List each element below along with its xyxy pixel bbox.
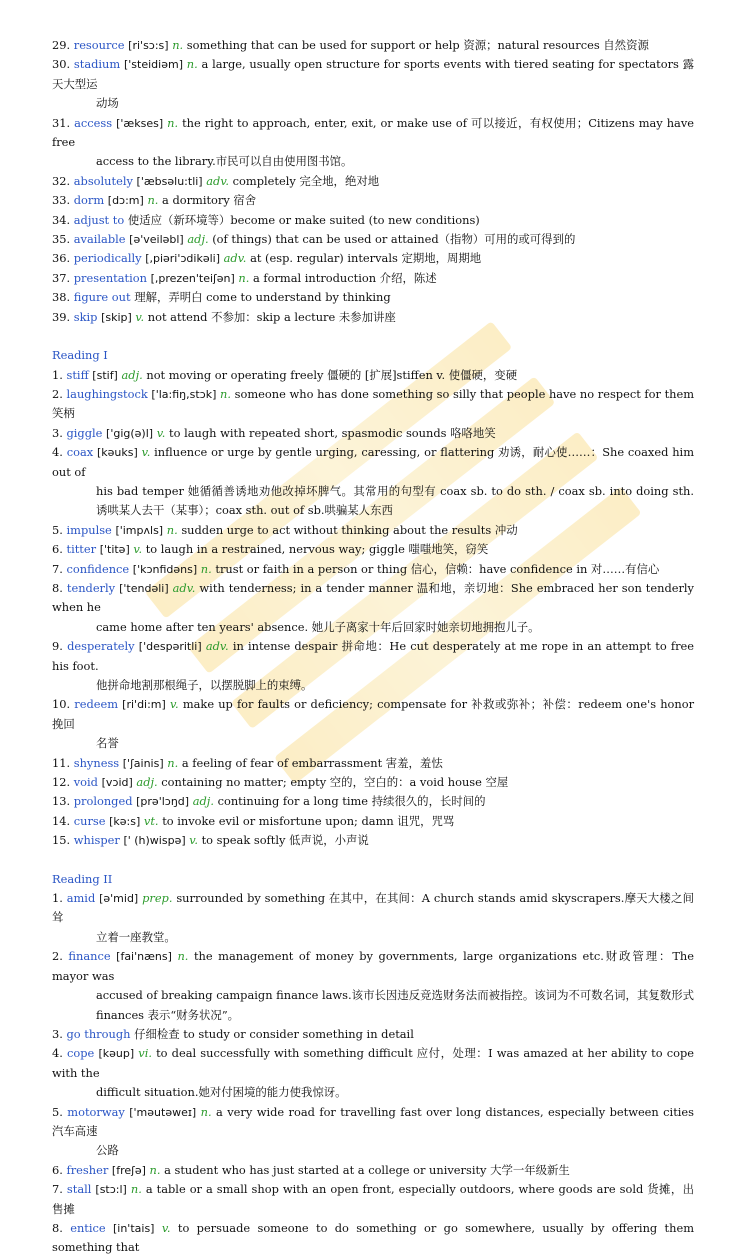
vocab-entry — [52, 695, 694, 734]
entry-number: 2. — [52, 386, 63, 401]
entry-phonetic: ['kɔnfidəns] — [132, 562, 198, 576]
entry-term: figure out — [73, 290, 131, 305]
entry-number: 7. — [52, 561, 63, 576]
entry-part-of-speech: n. — [200, 561, 212, 576]
entry-definition: a large, usually open structure for sports events with tiered seating for spectators 露天大型运 — [52, 57, 695, 91]
entry-definition: not attend 不参加：skip a lecture 未参加讲座 — [147, 309, 396, 324]
entry-part-of-speech: adv. — [206, 173, 230, 188]
vocab-entry — [52, 637, 694, 676]
entry-phonetic: ['ækses] — [116, 116, 164, 130]
entry-term: periodically — [73, 251, 142, 266]
entry-definition: a dormitory 宿舍 — [162, 193, 257, 208]
vocab-entry — [52, 1161, 694, 1180]
entry-phonetic: ['gig(ə)l] — [106, 426, 154, 440]
vocab-entry — [52, 269, 694, 288]
entry-term: absolutely — [73, 173, 133, 188]
entry-number: 35. — [52, 232, 71, 247]
entry-part-of-speech: n. — [167, 755, 179, 770]
entry-definition: a very wide road for travelling fast over long distances, especially between cities 汽车高速 — [52, 1104, 695, 1138]
entry-part-of-speech: n. — [220, 386, 232, 401]
entry-term: tenderly — [66, 580, 116, 595]
entry-definition: a table or a small shop with an open front, especially outdoors, where goods are sold 货摊，出售摊 — [52, 1182, 695, 1216]
entry-part-of-speech: adj. — [187, 232, 209, 247]
entry-continuation: his bad temper 她循循善诱地劝他改掉坏脾气。其常用的句型有 coax sb. to do sth. / coax sb. into doing sth. 诱哄某人去干（某事）；coax sth. out of sb.哄骗某人东西 — [96, 483, 694, 518]
entry-phonetic: ['steidiəm] — [123, 58, 183, 72]
entry-number: 1. — [52, 891, 63, 906]
vocab-entry — [52, 385, 694, 424]
entry-term: giggle — [66, 425, 103, 440]
entry-phonetic: ['titə] — [99, 543, 130, 557]
vocab-entry — [52, 308, 694, 327]
entry-phonetic: [vɔid] — [101, 776, 133, 790]
vocab-entry — [52, 55, 694, 94]
vocab-entry — [52, 889, 694, 928]
entry-number: 5. — [52, 1104, 63, 1119]
entry-definition: 仔细检查 to study or consider something in detail — [134, 1026, 414, 1041]
entry-phonetic: ['impʌls] — [115, 523, 164, 537]
entry-term: coax — [66, 445, 94, 460]
entry-continuation: access to the library.市民可以自由使用图书馆。 — [96, 154, 353, 169]
entry-term: desperately — [67, 639, 135, 654]
entry-part-of-speech: v. — [135, 309, 145, 324]
vocab-entry — [52, 1103, 694, 1142]
entry-term: presentation — [73, 270, 147, 285]
entry-term: void — [73, 775, 98, 790]
entry-number: 6. — [52, 1162, 63, 1177]
entry-continuation: 动场 — [96, 96, 119, 111]
entry-number: 34. — [52, 212, 71, 227]
entry-phonetic: [stɔ:l] — [95, 1183, 127, 1197]
vocab-entry — [52, 792, 694, 811]
entry-continuation: 他拼命地割那根绳子，以摆脱脚上的束缚。 — [96, 678, 313, 692]
entry-number: 8. — [52, 580, 63, 595]
entry-term: impulse — [66, 522, 112, 537]
entry-number: 37. — [52, 270, 71, 285]
entry-number: 11. — [52, 755, 71, 770]
entry-definition: the right to approach, enter, exit, or make use of 可以接近，有权使用；Citizens may have free — [52, 115, 695, 150]
entry-phonetic: [kə:s] — [109, 814, 141, 828]
entry-definition: not moving or operating freely 僵硬的 [扩展]stiffen v. 使僵硬，变硬 — [146, 367, 518, 382]
entry-term: entice — [70, 1220, 106, 1235]
vocab-entry — [52, 812, 694, 831]
entry-number: 32. — [52, 173, 71, 188]
entry-phonetic: [fai'næns] — [116, 950, 172, 964]
vocab-entry — [52, 36, 694, 55]
vocab-entry — [52, 1219, 694, 1258]
entry-number: 9. — [52, 639, 63, 654]
entry-part-of-speech: vt. — [143, 813, 159, 828]
vocab-entry — [52, 230, 694, 249]
entry-phonetic: [,piəri'ɔdikəli] — [145, 252, 221, 266]
entry-part-of-speech: adv. — [205, 639, 229, 654]
vocab-entry — [52, 521, 694, 540]
entry-number: 2. — [52, 949, 63, 964]
entry-definition: (of things) that can be used or attained（指物）可用的或可得到的 — [212, 232, 576, 247]
vocab-entry — [52, 366, 694, 385]
entry-definition: 理解，弄明白 come to understand by thinking — [134, 290, 391, 305]
entry-phonetic: [freʃə] — [111, 1163, 146, 1177]
entry-definition: the management of money by governments, large organizations etc.财政管理：The mayor was — [52, 949, 694, 983]
vocab-entry — [52, 249, 694, 268]
entry-phonetic: ['ʃainis] — [122, 756, 164, 770]
entry-definition: sudden urge to act without thinking about the results 冲动 — [181, 522, 518, 537]
entry-definition: continuing for a long time 持续很久的，长时间的 — [217, 794, 486, 809]
entry-phonetic: [kəuks] — [96, 446, 138, 460]
entry-definition: at (esp. regular) intervals 定期地，周期地 — [250, 251, 482, 266]
entry-definition: containing no matter; empty 空的，空白的：a void house 空屋 — [161, 775, 509, 790]
vocab-entry — [52, 443, 694, 482]
entry-number: 4. — [52, 445, 63, 460]
entry-continuation: 名誉 — [96, 736, 119, 751]
entry-continuation: accused of breaking campaign finance laws.该市长因违反竞选财务法而被指控。该词为不可数名词，其复数形式 finances 表示“财务状况”。 — [96, 988, 694, 1022]
entry-number: 31. — [52, 115, 71, 130]
reading-2-entries — [52, 889, 694, 1258]
entry-phonetic: [ri'di:m] — [122, 698, 166, 712]
entry-phonetic: [,prezen'teiʃən] — [150, 271, 235, 285]
entry-number: 1. — [52, 367, 63, 382]
entry-part-of-speech: n. — [200, 1104, 212, 1119]
section-title-reading-2: Reading II — [52, 871, 113, 886]
entry-continuation: 立着一座教堂。 — [96, 929, 176, 944]
entry-term: laughingstock — [66, 386, 148, 401]
entry-definition: to speak softly 低声说，小声说 — [201, 833, 369, 848]
entry-definition: with tenderness; in a tender manner 温和地，亲切地：She embraced her son tenderly when he — [52, 580, 694, 615]
entry-number: 15. — [52, 833, 71, 848]
entry-part-of-speech: n. — [149, 1162, 161, 1177]
vocab-entry — [52, 1180, 694, 1219]
entry-term: amid — [66, 891, 96, 906]
entry-term: stall — [66, 1182, 92, 1197]
entry-phonetic: [skip] — [101, 310, 132, 324]
entry-term: shyness — [73, 755, 120, 770]
entry-term: cope — [67, 1046, 95, 1061]
vocab-entry — [52, 540, 694, 559]
entry-part-of-speech: v. — [156, 425, 166, 440]
vocab-entry — [52, 424, 694, 443]
entry-term: resource — [73, 38, 125, 52]
vocab-entry — [52, 754, 694, 773]
entry-phonetic: ['la:fiŋ,stɔk] — [151, 387, 217, 401]
entry-number: 8. — [52, 1220, 63, 1235]
entry-term: access — [74, 115, 113, 130]
entry-phonetic: [ə'mid] — [99, 892, 139, 906]
entry-continuation: came home after ten years' absence. 她儿子离家十年后回家时她亲切地拥抱儿子。 — [96, 619, 540, 634]
entry-number: 3. — [52, 425, 63, 440]
entry-part-of-speech: v. — [169, 697, 179, 712]
entry-part-of-speech: n. — [130, 1182, 142, 1197]
entry-definition: someone who has done something so silly that people have no respect for them 笑柄 — [52, 386, 695, 421]
entry-part-of-speech: vi. — [138, 1046, 152, 1061]
entry-number: 33. — [52, 193, 71, 208]
entry-definition: to laugh in a restrained, nervous way; giggle 嗤嗤地笑，窃笑 — [145, 542, 489, 557]
top-entries — [52, 36, 694, 327]
entry-phonetic: [kəup] — [98, 1047, 135, 1061]
entry-part-of-speech: n. — [186, 57, 198, 72]
entry-definition: in intense despair 拼命地：He cut desperately at me rope in an attempt to free his foot. — [52, 639, 695, 673]
entry-definition: a formal introduction 介绍，陈述 — [253, 270, 437, 285]
entry-definition: to laugh with repeated short, spasmodic sounds 咯咯地笑 — [169, 425, 496, 440]
entry-number: 36. — [52, 251, 71, 266]
entry-part-of-speech: adj. — [121, 367, 143, 382]
entry-phonetic: [ri'sɔ:s] — [128, 39, 169, 52]
entry-part-of-speech: n. — [238, 270, 250, 285]
entry-phonetic: [ə'veiləbl] — [129, 233, 184, 247]
vocab-entry — [52, 211, 694, 230]
vocab-entry — [52, 114, 694, 153]
vocab-entry — [52, 947, 694, 986]
entry-definition: something that can be used for support or help 资源；natural resources 自然资源 — [186, 38, 649, 52]
vocab-entry — [52, 172, 694, 191]
entry-phonetic: [stif] — [92, 368, 118, 382]
entry-continuation: difficult situation.她对付困境的能力使我惊讶。 — [96, 1085, 347, 1100]
entry-term: go through — [66, 1026, 131, 1041]
entry-part-of-speech: v. — [189, 833, 198, 848]
entry-part-of-speech: adj. — [136, 775, 158, 790]
entry-definition: a feeling of fear of embarrassment 害羞，羞怯 — [181, 755, 443, 770]
section-title-reading-1: Reading I — [52, 348, 108, 363]
entry-definition: make up for faults or deficiency; compensate for 补救或弥补；补偿：redeem one's honor 挽回 — [52, 697, 695, 731]
entry-definition: to persuade someone to do something or go somewhere, usually by offering them something that — [52, 1220, 694, 1255]
entry-part-of-speech: adv. — [223, 251, 247, 266]
entry-number: 3. — [52, 1026, 63, 1041]
entry-number: 4. — [52, 1046, 63, 1061]
entry-part-of-speech: v. — [161, 1220, 171, 1235]
entry-term: confidence — [66, 561, 130, 576]
entry-number: 5. — [52, 522, 63, 537]
entry-definition: 使适应（新环境等）become or make suited (to new conditions) — [127, 212, 480, 227]
entry-definition: influence or urge by gentle urging, caressing, or flattering 劝诱，耐心使……：She coaxed him out of — [52, 445, 694, 479]
entry-definition: to invoke evil or misfortune upon; damn 诅咒，咒骂 — [162, 813, 455, 828]
entry-phonetic: [' (h)wispə] — [123, 834, 186, 848]
entry-definition: a student who has just started at a college or university 大学一年级新生 — [164, 1162, 570, 1177]
entry-part-of-speech: n. — [177, 949, 189, 964]
entry-part-of-speech: adj. — [192, 794, 214, 809]
entry-term: prolonged — [73, 794, 133, 809]
entry-definition: to deal successfully with something difficult 应付，处理：I was amazed at her ability to cope with the — [52, 1046, 695, 1080]
entry-number: 13. — [52, 794, 71, 809]
entry-phonetic: [dɔ:m] — [107, 194, 144, 208]
entry-phonetic: [in'tais] — [112, 1221, 155, 1235]
entry-part-of-speech: v. — [133, 542, 143, 557]
entry-number: 7. — [52, 1182, 63, 1197]
entry-definition: surrounded by something 在其中，在其间：A church stands amid skyscrapers.摩天大楼之间耸 — [52, 891, 695, 925]
entry-number: 10. — [52, 697, 71, 712]
entry-part-of-speech: n. — [166, 522, 178, 537]
entry-term: stiff — [66, 367, 89, 382]
entry-part-of-speech: n. — [147, 193, 159, 208]
entry-part-of-speech: n. — [172, 38, 184, 52]
entry-number: 30. — [52, 57, 71, 72]
entry-number: 14. — [52, 813, 71, 828]
vocab-entry — [52, 191, 694, 210]
entry-continuation: 公路 — [96, 1143, 119, 1158]
vocab-entry — [52, 831, 694, 850]
reading-1-entries — [52, 366, 694, 851]
entry-term: titter — [66, 542, 97, 557]
entry-phonetic: ['tendəli] — [119, 581, 169, 595]
entry-phonetic: ['məutəweɪ] — [129, 1105, 197, 1119]
entry-part-of-speech: adv. — [172, 580, 196, 595]
entry-term: dorm — [73, 193, 105, 208]
entry-number: 29. — [52, 38, 71, 52]
entry-part-of-speech: v. — [141, 445, 151, 460]
vocab-entry — [52, 288, 694, 307]
vocab-entry — [52, 1025, 694, 1044]
entry-term: curse — [73, 813, 106, 828]
entry-term: available — [73, 232, 126, 247]
entry-term: motorway — [67, 1104, 125, 1119]
entry-phonetic: [prə'lɔŋd] — [136, 795, 190, 809]
entry-number: 39. — [52, 309, 71, 324]
entry-term: skip — [73, 309, 98, 324]
entry-phonetic: ['despəritli] — [138, 640, 202, 654]
vocabulary-list — [52, 36, 694, 1258]
entry-number: 12. — [52, 775, 71, 790]
entry-part-of-speech: prep. — [142, 891, 173, 906]
entry-term: whisper — [73, 833, 120, 848]
entry-number: 6. — [52, 542, 63, 557]
vocab-entry — [52, 579, 694, 618]
entry-term: redeem — [74, 697, 119, 712]
vocab-entry — [52, 560, 694, 579]
vocab-entry — [52, 773, 694, 792]
entry-phonetic: ['æbsəlu:tli] — [136, 174, 203, 188]
entry-number: 38. — [52, 290, 71, 305]
entry-term: stadium — [73, 57, 121, 72]
entry-part-of-speech: n. — [167, 115, 179, 130]
entry-term: adjust to — [73, 212, 125, 227]
entry-definition: completely 完全地，绝对地 — [232, 173, 380, 188]
entry-term: fresher — [66, 1162, 109, 1177]
entry-definition: trust or faith in a person or thing 信心，信赖：have confidence in 对……有信心 — [215, 561, 660, 576]
entry-term: finance — [68, 949, 111, 964]
vocab-entry — [52, 1044, 694, 1083]
